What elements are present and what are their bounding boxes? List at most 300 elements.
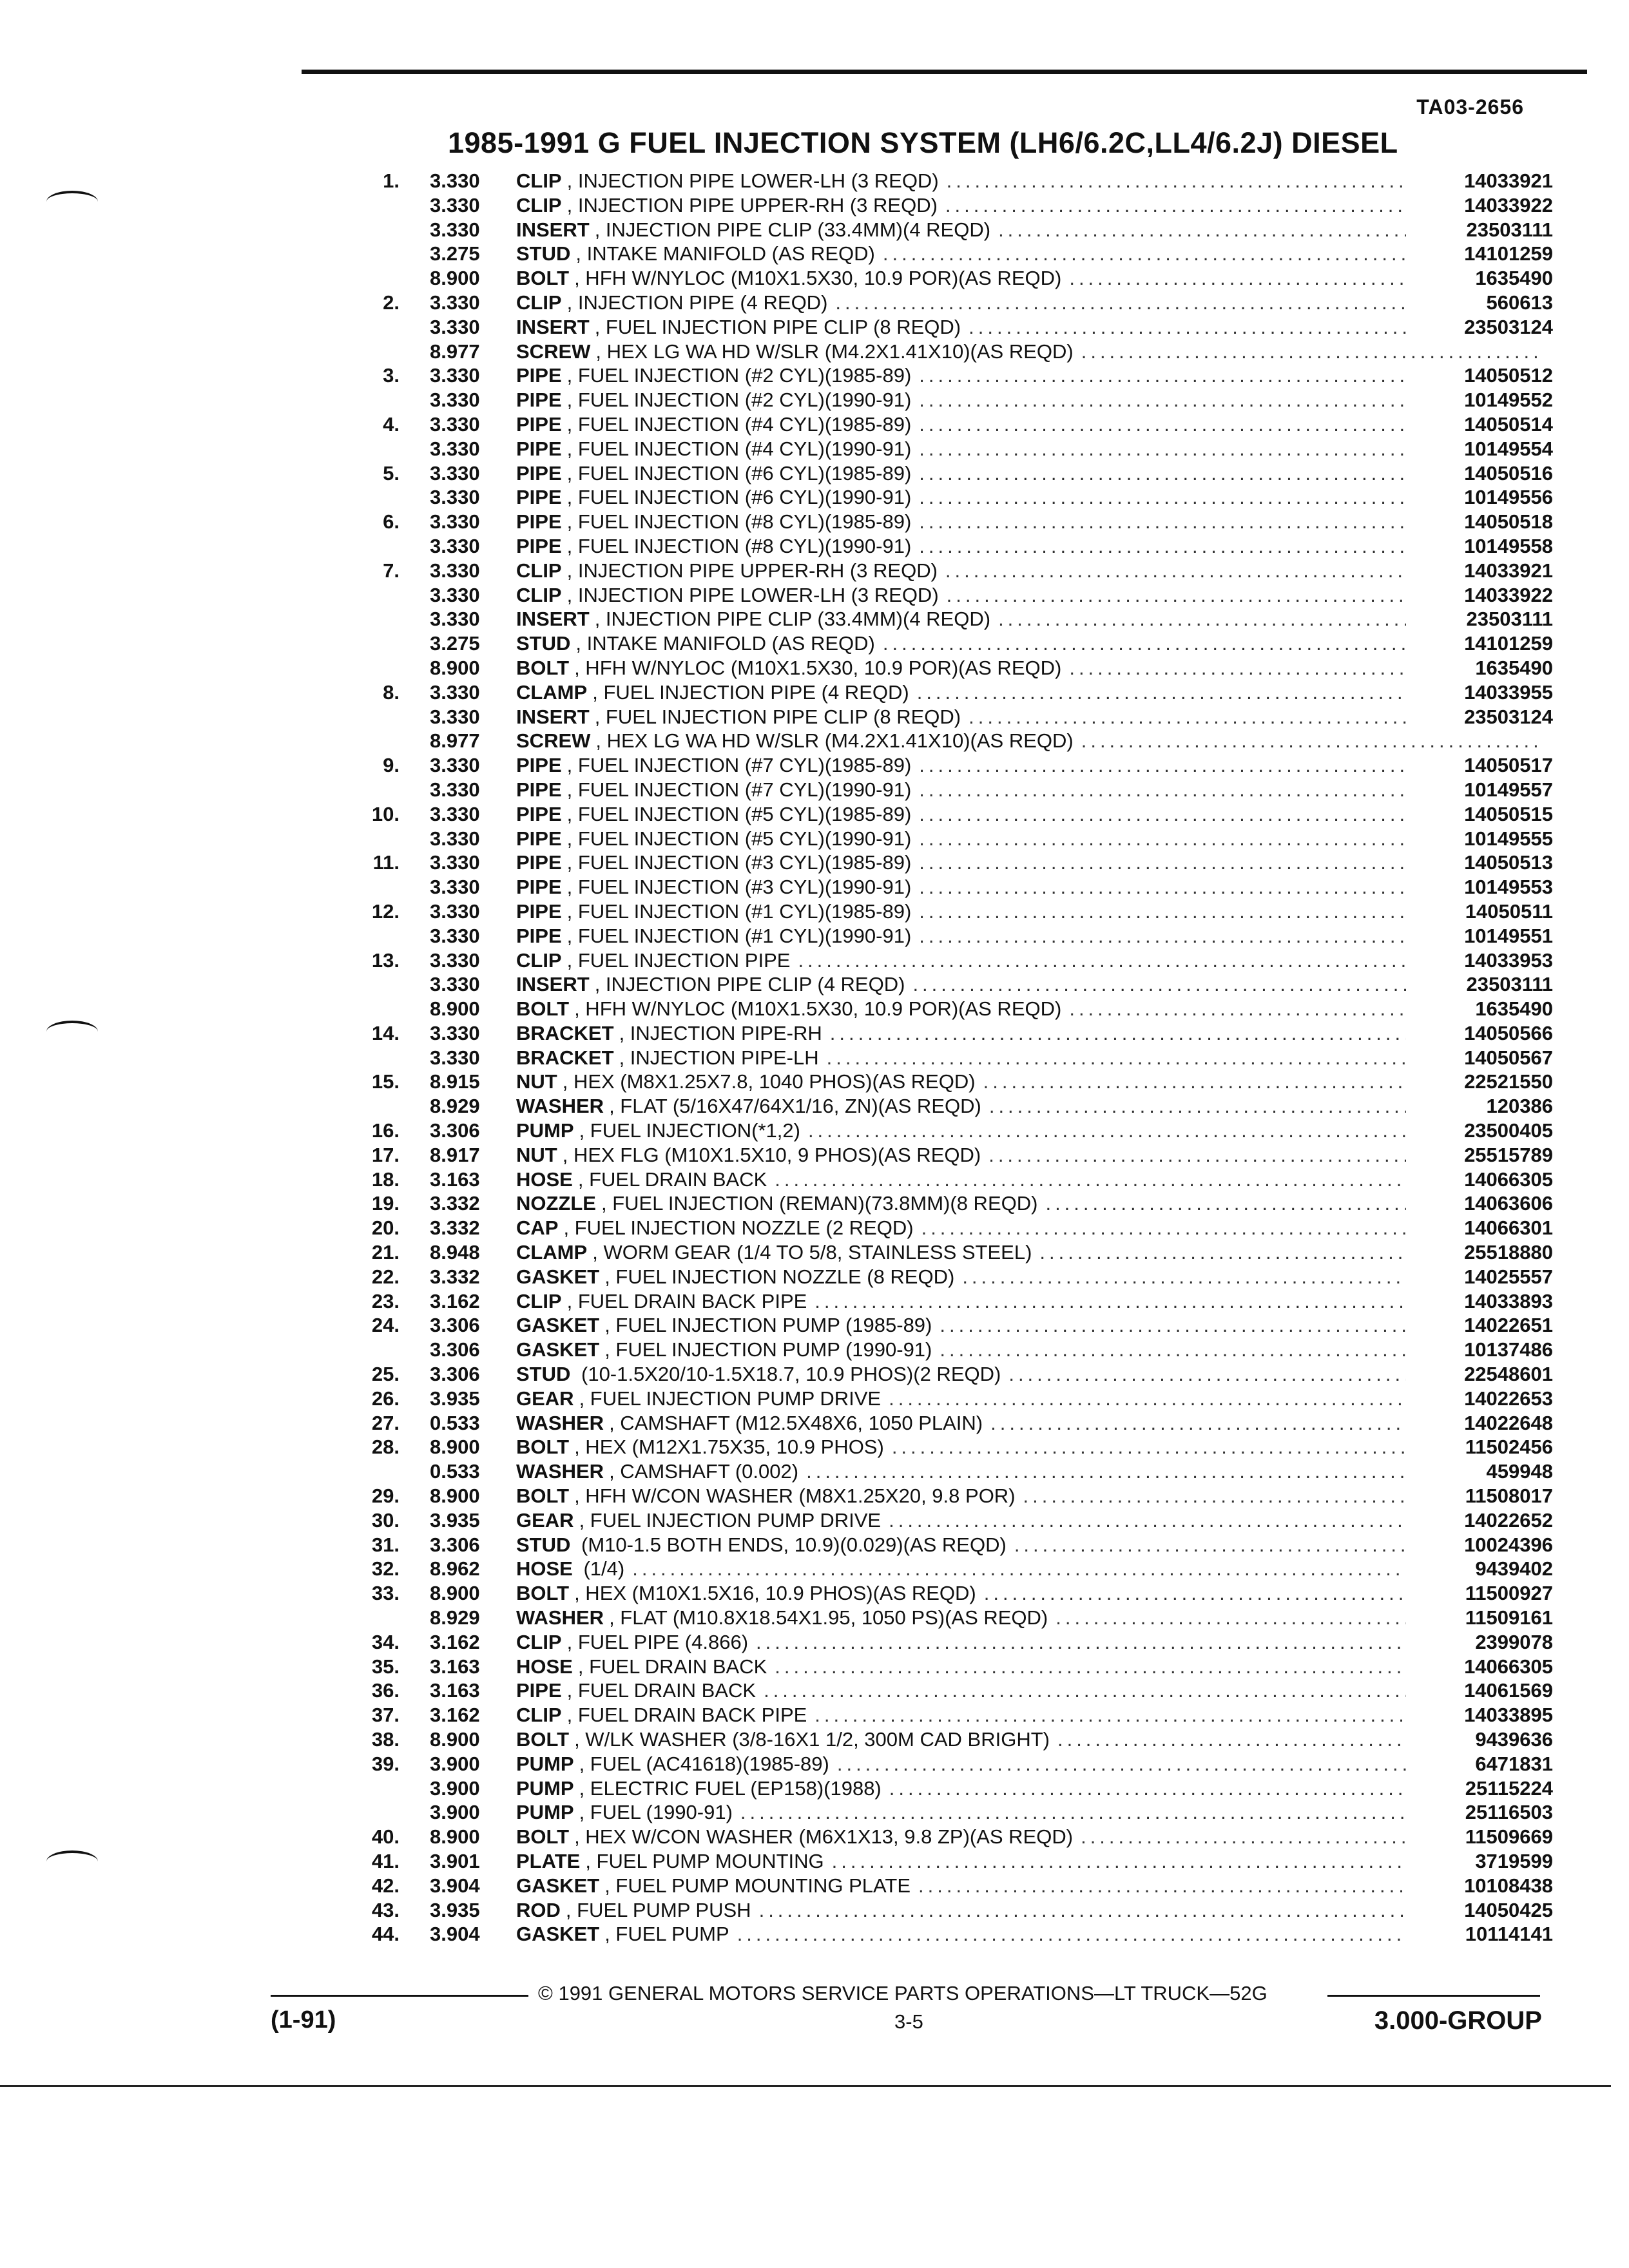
group-code: 3.330 bbox=[430, 1046, 480, 1069]
part-description bbox=[516, 437, 1553, 461]
leader-dots bbox=[632, 1557, 1540, 1581]
part-name: PIPE bbox=[516, 851, 562, 874]
part-detail: , HEX (M8X1.25X7.8, 1040 PHOS)(AS REQD) bbox=[562, 1070, 976, 1093]
part-detail: , INTAKE MANIFOLD (AS REQD) bbox=[575, 632, 875, 655]
parts-row bbox=[335, 218, 1553, 242]
part-number: 10149556 bbox=[1406, 485, 1553, 510]
part-name: WASHER bbox=[516, 1460, 604, 1483]
part-description bbox=[516, 827, 1553, 851]
group-code: 3.306 bbox=[430, 1338, 480, 1361]
part-number: 14033921 bbox=[1406, 559, 1553, 583]
parts-row bbox=[335, 1240, 1553, 1265]
item-number: 4. bbox=[383, 412, 400, 436]
parts-row bbox=[335, 1021, 1553, 1046]
part-description bbox=[516, 1289, 1553, 1314]
part-detail: , FUEL INJECTION PIPE (4 REQD) bbox=[592, 680, 909, 704]
part-description bbox=[516, 1655, 1553, 1679]
group-code: 3.330 bbox=[430, 193, 480, 216]
part-name: PIPE bbox=[516, 778, 562, 801]
part-description bbox=[516, 388, 1553, 412]
item-number: 24. bbox=[371, 1314, 400, 1337]
part-description bbox=[516, 1094, 1553, 1119]
part-detail: , FUEL INJECTION(*1,2) bbox=[579, 1119, 800, 1142]
part-number: 10108438 bbox=[1406, 1874, 1553, 1898]
part-number: 10149557 bbox=[1406, 778, 1553, 802]
item-number: 43. bbox=[371, 1898, 400, 1921]
parts-row bbox=[335, 193, 1553, 218]
item-number: 41. bbox=[371, 1849, 400, 1872]
part-description bbox=[516, 705, 1553, 729]
item-number: 29. bbox=[371, 1485, 400, 1508]
group-code: 0.533 bbox=[430, 1411, 480, 1434]
group-code: 8.900 bbox=[430, 656, 480, 679]
part-number: 14061569 bbox=[1406, 1678, 1553, 1703]
item-number: 26. bbox=[371, 1387, 400, 1410]
part-description bbox=[516, 875, 1553, 899]
part-description bbox=[516, 778, 1553, 802]
part-description bbox=[516, 1727, 1553, 1752]
parts-row bbox=[335, 1070, 1553, 1094]
part-name: PUMP bbox=[516, 1801, 574, 1824]
leader-dots bbox=[1081, 729, 1540, 753]
part-name: PLATE bbox=[516, 1849, 581, 1872]
group-code: 3.275 bbox=[430, 632, 480, 655]
item-number: 44. bbox=[371, 1923, 400, 1946]
part-description bbox=[516, 680, 1553, 705]
item-number: 21. bbox=[371, 1241, 400, 1264]
part-detail: , HEX FLG (M10X1.5X10, 9 PHOS)(AS REQD) bbox=[562, 1143, 981, 1166]
part-name: CAP bbox=[516, 1216, 559, 1240]
part-name: CLIP bbox=[516, 193, 562, 216]
part-detail: , HEX LG WA HD W/SLR (M4.2X1.41X10)(AS REQD) bbox=[595, 729, 1074, 753]
part-description bbox=[516, 291, 1553, 315]
item-number: 9. bbox=[383, 754, 400, 777]
part-description bbox=[516, 1313, 1553, 1338]
item-number: 6. bbox=[383, 510, 400, 533]
part-description bbox=[516, 1776, 1553, 1801]
part-number: 14022648 bbox=[1406, 1411, 1553, 1436]
part-detail: , FLAT (5/16X47/64X1/16, ZN)(AS REQD) bbox=[609, 1095, 981, 1118]
footer-copyright: © 1991 GENERAL MOTORS SERVICE PARTS OPERATIONS—LT TRUCK—52G bbox=[538, 1982, 1268, 2004]
part-number: 10149553 bbox=[1406, 875, 1553, 899]
part-number: 14050515 bbox=[1406, 802, 1553, 827]
parts-list bbox=[335, 169, 1553, 1946]
part-detail: , INTAKE MANIFOLD (AS REQD) bbox=[575, 242, 875, 265]
leader-dots bbox=[1081, 340, 1540, 364]
group-code: 3.306 bbox=[430, 1314, 480, 1337]
part-name: INSERT bbox=[516, 973, 590, 996]
part-number: 10149552 bbox=[1406, 388, 1553, 412]
part-name: CLAMP bbox=[516, 1241, 588, 1264]
part-number: 14033922 bbox=[1406, 583, 1553, 608]
parts-row bbox=[335, 1581, 1553, 1606]
group-code: 3.275 bbox=[430, 242, 480, 265]
part-detail: , INJECTION PIPE CLIP (4 REQD) bbox=[594, 973, 905, 996]
parts-row bbox=[335, 388, 1553, 412]
part-name: CLIP bbox=[516, 583, 562, 606]
part-name: SCREW bbox=[516, 340, 591, 363]
item-number: 34. bbox=[371, 1630, 400, 1653]
part-number: 25116503 bbox=[1406, 1800, 1553, 1825]
part-detail: , FUEL INJECTION (REMAN)(73.8MM)(8 REQD) bbox=[601, 1192, 1038, 1215]
parts-row bbox=[335, 1727, 1553, 1752]
part-name: CLIP bbox=[516, 1630, 562, 1653]
part-name: INSERT bbox=[516, 705, 590, 728]
part-detail: , FUEL PUMP MOUNTING PLATE bbox=[604, 1874, 911, 1897]
part-detail: , ELECTRIC FUEL (EP158)(1988) bbox=[579, 1776, 882, 1800]
group-code: 3.162 bbox=[430, 1630, 480, 1653]
group-code: 3.330 bbox=[430, 827, 480, 850]
group-code: 3.330 bbox=[430, 437, 480, 460]
part-name: STUD bbox=[516, 632, 571, 655]
item-number: 31. bbox=[371, 1533, 400, 1556]
parts-row bbox=[335, 461, 1553, 486]
part-detail: , FUEL INJECTION NOZZLE (8 REQD) bbox=[604, 1265, 955, 1288]
part-number: 23503111 bbox=[1406, 972, 1553, 997]
part-detail: , FUEL INJECTION (#7 CYL)(1990-91) bbox=[566, 778, 912, 801]
part-number: 14050566 bbox=[1406, 1021, 1553, 1046]
part-description bbox=[516, 1800, 1553, 1825]
part-description bbox=[516, 1849, 1553, 1874]
part-name: PUMP bbox=[516, 1752, 574, 1775]
part-name: HOSE bbox=[516, 1557, 573, 1581]
part-name: BOLT bbox=[516, 1825, 570, 1849]
item-number: 19. bbox=[371, 1192, 400, 1215]
group-code: 3.330 bbox=[430, 389, 480, 412]
item-number: 33. bbox=[371, 1582, 400, 1605]
part-name: WASHER bbox=[516, 1095, 604, 1118]
item-number: 25. bbox=[371, 1363, 400, 1386]
part-name: CLIP bbox=[516, 559, 562, 582]
part-description bbox=[516, 510, 1553, 534]
part-number: 14022651 bbox=[1406, 1313, 1553, 1338]
part-detail: , HEX (M10X1.5X16, 10.9 PHOS)(AS REQD) bbox=[574, 1582, 976, 1605]
item-number: 11. bbox=[372, 851, 400, 874]
part-description bbox=[516, 1678, 1553, 1703]
part-name: WASHER bbox=[516, 1606, 604, 1629]
parts-row bbox=[335, 1898, 1553, 1923]
parts-row bbox=[335, 1874, 1553, 1898]
item-number: 38. bbox=[371, 1728, 400, 1751]
parts-row bbox=[335, 680, 1553, 705]
group-code: 3.330 bbox=[430, 802, 480, 825]
part-name: PIPE bbox=[516, 1679, 562, 1702]
part-description bbox=[516, 1411, 1553, 1436]
part-name: NUT bbox=[516, 1070, 557, 1093]
item-number: 10. bbox=[371, 802, 400, 825]
section-group: 3.000-GROUP bbox=[1374, 2006, 1542, 2035]
part-detail: , FUEL INJECTION PIPE CLIP (8 REQD) bbox=[594, 315, 961, 338]
part-number: 11502456 bbox=[1406, 1435, 1553, 1459]
parts-row bbox=[335, 875, 1553, 899]
part-name: BOLT bbox=[516, 1436, 570, 1459]
group-code: 8.977 bbox=[430, 729, 480, 753]
part-number: 14033922 bbox=[1406, 193, 1553, 218]
part-name: BOLT bbox=[516, 267, 570, 290]
group-code: 3.306 bbox=[430, 1119, 480, 1142]
item-number: 36. bbox=[371, 1679, 400, 1702]
parts-row bbox=[335, 778, 1553, 802]
part-detail: , HFH W/CON WASHER (M8X1.25X20, 9.8 POR) bbox=[574, 1485, 1016, 1508]
part-name: BOLT bbox=[516, 997, 570, 1021]
group-code: 3.900 bbox=[430, 1776, 480, 1800]
part-detail: , FUEL INJECTION (#5 CYL)(1985-89) bbox=[566, 802, 912, 825]
part-name: STUD bbox=[516, 242, 571, 265]
item-number: 15. bbox=[371, 1070, 400, 1093]
part-description bbox=[516, 266, 1553, 291]
part-name: INSERT bbox=[516, 608, 590, 631]
parts-row bbox=[335, 705, 1553, 729]
item-number: 30. bbox=[371, 1508, 400, 1532]
part-name: GASKET bbox=[516, 1874, 600, 1897]
parts-row bbox=[335, 1557, 1553, 1581]
parts-row bbox=[335, 899, 1553, 924]
part-number: 23503111 bbox=[1406, 218, 1553, 242]
parts-row bbox=[335, 485, 1553, 510]
part-description bbox=[516, 753, 1553, 778]
part-name: PIPE bbox=[516, 802, 562, 825]
part-description bbox=[516, 1070, 1553, 1094]
part-number: 459948 bbox=[1406, 1459, 1553, 1484]
parts-row bbox=[335, 948, 1553, 973]
part-name: BOLT bbox=[516, 1485, 570, 1508]
group-code: 3.330 bbox=[430, 169, 480, 192]
parts-row bbox=[335, 1484, 1553, 1508]
item-number: 39. bbox=[371, 1752, 400, 1775]
part-number: 14050425 bbox=[1406, 1898, 1553, 1923]
part-name: CLIP bbox=[516, 169, 562, 192]
part-detail: , FUEL INJECTION (#5 CYL)(1990-91) bbox=[566, 827, 912, 850]
part-detail: , HFH W/NYLOC (M10X1.5X30, 10.9 POR)(AS REQD) bbox=[574, 267, 1062, 290]
part-number: 14033953 bbox=[1406, 948, 1553, 973]
group-code: 8.962 bbox=[430, 1557, 480, 1581]
group-code: 3.330 bbox=[430, 291, 480, 314]
part-name: BOLT bbox=[516, 1582, 570, 1605]
part-description bbox=[516, 1119, 1553, 1143]
part-detail: , HFH W/NYLOC (M10X1.5X30, 10.9 POR)(AS REQD) bbox=[574, 997, 1062, 1021]
part-number: 14022652 bbox=[1406, 1508, 1553, 1533]
part-detail: , FUEL PIPE (4.866) bbox=[566, 1630, 749, 1653]
part-name: NUT bbox=[516, 1143, 557, 1166]
parts-row bbox=[335, 1849, 1553, 1874]
part-description bbox=[516, 1191, 1553, 1216]
parts-row bbox=[335, 1387, 1553, 1411]
group-code: 3.935 bbox=[430, 1898, 480, 1921]
part-number: 10114141 bbox=[1406, 1922, 1553, 1946]
part-number: 1635490 bbox=[1406, 997, 1553, 1021]
part-name: PIPE bbox=[516, 461, 562, 485]
part-detail: , INJECTION PIPE CLIP (33.4MM)(4 REQD) bbox=[594, 218, 991, 241]
part-name: PIPE bbox=[516, 754, 562, 777]
item-number: 13. bbox=[371, 948, 400, 972]
binder-hole-mark bbox=[46, 1850, 98, 1872]
part-description bbox=[516, 656, 1553, 680]
item-number: 42. bbox=[371, 1874, 400, 1897]
item-number: 14. bbox=[371, 1021, 400, 1044]
part-description bbox=[516, 1898, 1553, 1923]
part-detail: , FUEL INJECTION (#6 CYL)(1985-89) bbox=[566, 461, 912, 485]
parts-row bbox=[335, 1119, 1553, 1143]
part-description bbox=[516, 461, 1553, 486]
group-code: 3.330 bbox=[430, 680, 480, 704]
item-number: 3. bbox=[383, 364, 400, 387]
part-detail: , FUEL INJECTION PUMP (1985-89) bbox=[604, 1314, 932, 1337]
parts-row bbox=[335, 631, 1553, 656]
part-number: 14050513 bbox=[1406, 850, 1553, 875]
group-code: 8.929 bbox=[430, 1095, 480, 1118]
part-description bbox=[516, 534, 1553, 559]
group-code: 3.332 bbox=[430, 1265, 480, 1288]
part-detail: , FUEL INJECTION PIPE bbox=[566, 948, 791, 972]
part-detail: , W/LK WASHER (3/8-16X1 1/2, 300M CAD BRIGHT) bbox=[574, 1728, 1050, 1751]
part-name: BRACKET bbox=[516, 1021, 614, 1044]
part-detail: , FUEL DRAIN BACK bbox=[566, 1679, 757, 1702]
part-description bbox=[516, 1874, 1553, 1898]
part-number: 11500927 bbox=[1406, 1581, 1553, 1606]
part-number: 14101259 bbox=[1406, 242, 1553, 266]
part-detail: , HEX W/CON WASHER (M6X1X13, 9.8 ZP)(AS REQD) bbox=[574, 1825, 1074, 1849]
group-code: 3.330 bbox=[430, 412, 480, 436]
group-code: 3.163 bbox=[430, 1168, 480, 1191]
part-description bbox=[516, 1459, 1553, 1484]
group-code: 3.904 bbox=[430, 1923, 480, 1946]
parts-row bbox=[335, 1168, 1553, 1192]
part-detail: , FUEL INJECTION PUMP (1990-91) bbox=[604, 1338, 932, 1361]
item-number: 40. bbox=[371, 1825, 400, 1849]
part-description bbox=[516, 583, 1553, 608]
part-description bbox=[516, 1168, 1553, 1192]
part-detail: , FUEL INJECTION (#8 CYL)(1990-91) bbox=[566, 534, 912, 557]
parts-row bbox=[335, 827, 1553, 851]
part-detail: , INJECTION PIPE CLIP (33.4MM)(4 REQD) bbox=[594, 608, 991, 631]
part-number: 25518880 bbox=[1406, 1240, 1553, 1265]
group-code: 3.330 bbox=[430, 948, 480, 972]
parts-row bbox=[335, 997, 1553, 1021]
part-name: PIPE bbox=[516, 510, 562, 533]
part-description bbox=[516, 1484, 1553, 1508]
parts-row bbox=[335, 1630, 1553, 1655]
bottom-rule bbox=[0, 2085, 1611, 2087]
part-description bbox=[516, 1557, 1553, 1581]
document-id: TA03-2656 bbox=[1416, 95, 1524, 119]
group-code: 3.330 bbox=[430, 924, 480, 947]
part-number: 23503111 bbox=[1406, 607, 1553, 631]
part-name: HOSE bbox=[516, 1655, 573, 1678]
group-code: 3.330 bbox=[430, 608, 480, 631]
part-description bbox=[516, 924, 1553, 948]
parts-row bbox=[335, 1435, 1553, 1459]
part-detail: , FUEL INJECTION (#7 CYL)(1985-89) bbox=[566, 754, 912, 777]
part-description bbox=[516, 1606, 1553, 1630]
part-name: STUD bbox=[516, 1533, 571, 1556]
part-number: 14033921 bbox=[1406, 169, 1553, 193]
group-code: 3.330 bbox=[430, 876, 480, 899]
part-detail: (10-1.5X20/10-1.5X18.7, 10.9 PHOS)(2 REQD) bbox=[575, 1363, 1001, 1386]
part-detail: (1/4) bbox=[577, 1557, 625, 1581]
part-name: CLIP bbox=[516, 948, 562, 972]
group-code: 3.330 bbox=[430, 364, 480, 387]
part-description bbox=[516, 1046, 1553, 1070]
part-description bbox=[516, 1240, 1553, 1265]
part-name: GASKET bbox=[516, 1338, 600, 1361]
part-detail: , FUEL INJECTION (#1 CYL)(1985-89) bbox=[566, 899, 912, 923]
part-description bbox=[516, 850, 1553, 875]
group-code: 3.330 bbox=[430, 583, 480, 606]
part-detail: , INJECTION PIPE-RH bbox=[619, 1021, 822, 1044]
part-detail: , FUEL PUMP bbox=[604, 1923, 729, 1946]
part-name: GASKET bbox=[516, 1265, 600, 1288]
part-name: PIPE bbox=[516, 534, 562, 557]
part-detail: , FUEL INJECTION (#6 CYL)(1990-91) bbox=[566, 486, 912, 509]
item-number: 17. bbox=[371, 1143, 400, 1166]
part-description bbox=[516, 1922, 1553, 1946]
part-name: NOZZLE bbox=[516, 1192, 596, 1215]
part-description bbox=[516, 1387, 1553, 1411]
part-number: 14033955 bbox=[1406, 680, 1553, 705]
item-number: 7. bbox=[383, 559, 400, 582]
part-number: 14066305 bbox=[1406, 1168, 1553, 1192]
part-number: 14063606 bbox=[1406, 1191, 1553, 1216]
group-code: 3.904 bbox=[430, 1874, 480, 1897]
part-description bbox=[516, 631, 1553, 656]
part-detail: , FUEL INJECTION (#2 CYL)(1985-89) bbox=[566, 364, 912, 387]
part-description bbox=[516, 1362, 1553, 1387]
part-detail: , HEX (M12X1.75X35, 10.9 PHOS) bbox=[574, 1436, 884, 1459]
part-description bbox=[516, 169, 1553, 193]
parts-row bbox=[335, 1143, 1553, 1168]
item-number: 2. bbox=[383, 291, 400, 314]
parts-row bbox=[335, 802, 1553, 827]
group-code: 3.332 bbox=[430, 1216, 480, 1240]
parts-row bbox=[335, 1459, 1553, 1484]
part-name: GEAR bbox=[516, 1387, 574, 1410]
group-code: 8.900 bbox=[430, 997, 480, 1021]
part-name: PIPE bbox=[516, 364, 562, 387]
parts-row bbox=[335, 1289, 1553, 1314]
part-detail: , HFH W/NYLOC (M10X1.5X30, 10.9 POR)(AS REQD) bbox=[574, 656, 1062, 679]
item-number: 5. bbox=[383, 461, 400, 485]
part-name: GEAR bbox=[516, 1508, 574, 1532]
part-number: 14050512 bbox=[1406, 363, 1553, 388]
part-description bbox=[516, 1216, 1553, 1240]
part-number: 14050511 bbox=[1406, 899, 1553, 924]
part-number: 14022653 bbox=[1406, 1387, 1553, 1411]
part-detail: , INJECTION PIPE LOWER-LH (3 REQD) bbox=[566, 169, 939, 192]
part-description bbox=[516, 1630, 1553, 1655]
group-code: 3.330 bbox=[430, 559, 480, 582]
group-code: 3.330 bbox=[430, 851, 480, 874]
part-number: 120386 bbox=[1406, 1094, 1553, 1119]
parts-row bbox=[335, 291, 1553, 315]
part-detail: , FUEL INJECTION (#3 CYL)(1985-89) bbox=[566, 851, 912, 874]
parts-row bbox=[335, 1703, 1553, 1727]
part-description bbox=[516, 802, 1553, 827]
part-description bbox=[516, 340, 1553, 364]
part-name: ROD bbox=[516, 1898, 561, 1921]
parts-row bbox=[335, 559, 1553, 583]
part-description bbox=[516, 1703, 1553, 1727]
part-name: SCREW bbox=[516, 729, 591, 753]
part-description bbox=[516, 729, 1553, 753]
item-number: 8. bbox=[383, 680, 400, 704]
group-code: 3.162 bbox=[430, 1704, 480, 1727]
part-number: 9439636 bbox=[1406, 1727, 1553, 1752]
part-detail: , FUEL (1990-91) bbox=[579, 1801, 733, 1824]
parts-row bbox=[335, 266, 1553, 291]
part-description bbox=[516, 607, 1553, 631]
part-description bbox=[516, 315, 1553, 340]
item-number: 18. bbox=[371, 1168, 400, 1191]
